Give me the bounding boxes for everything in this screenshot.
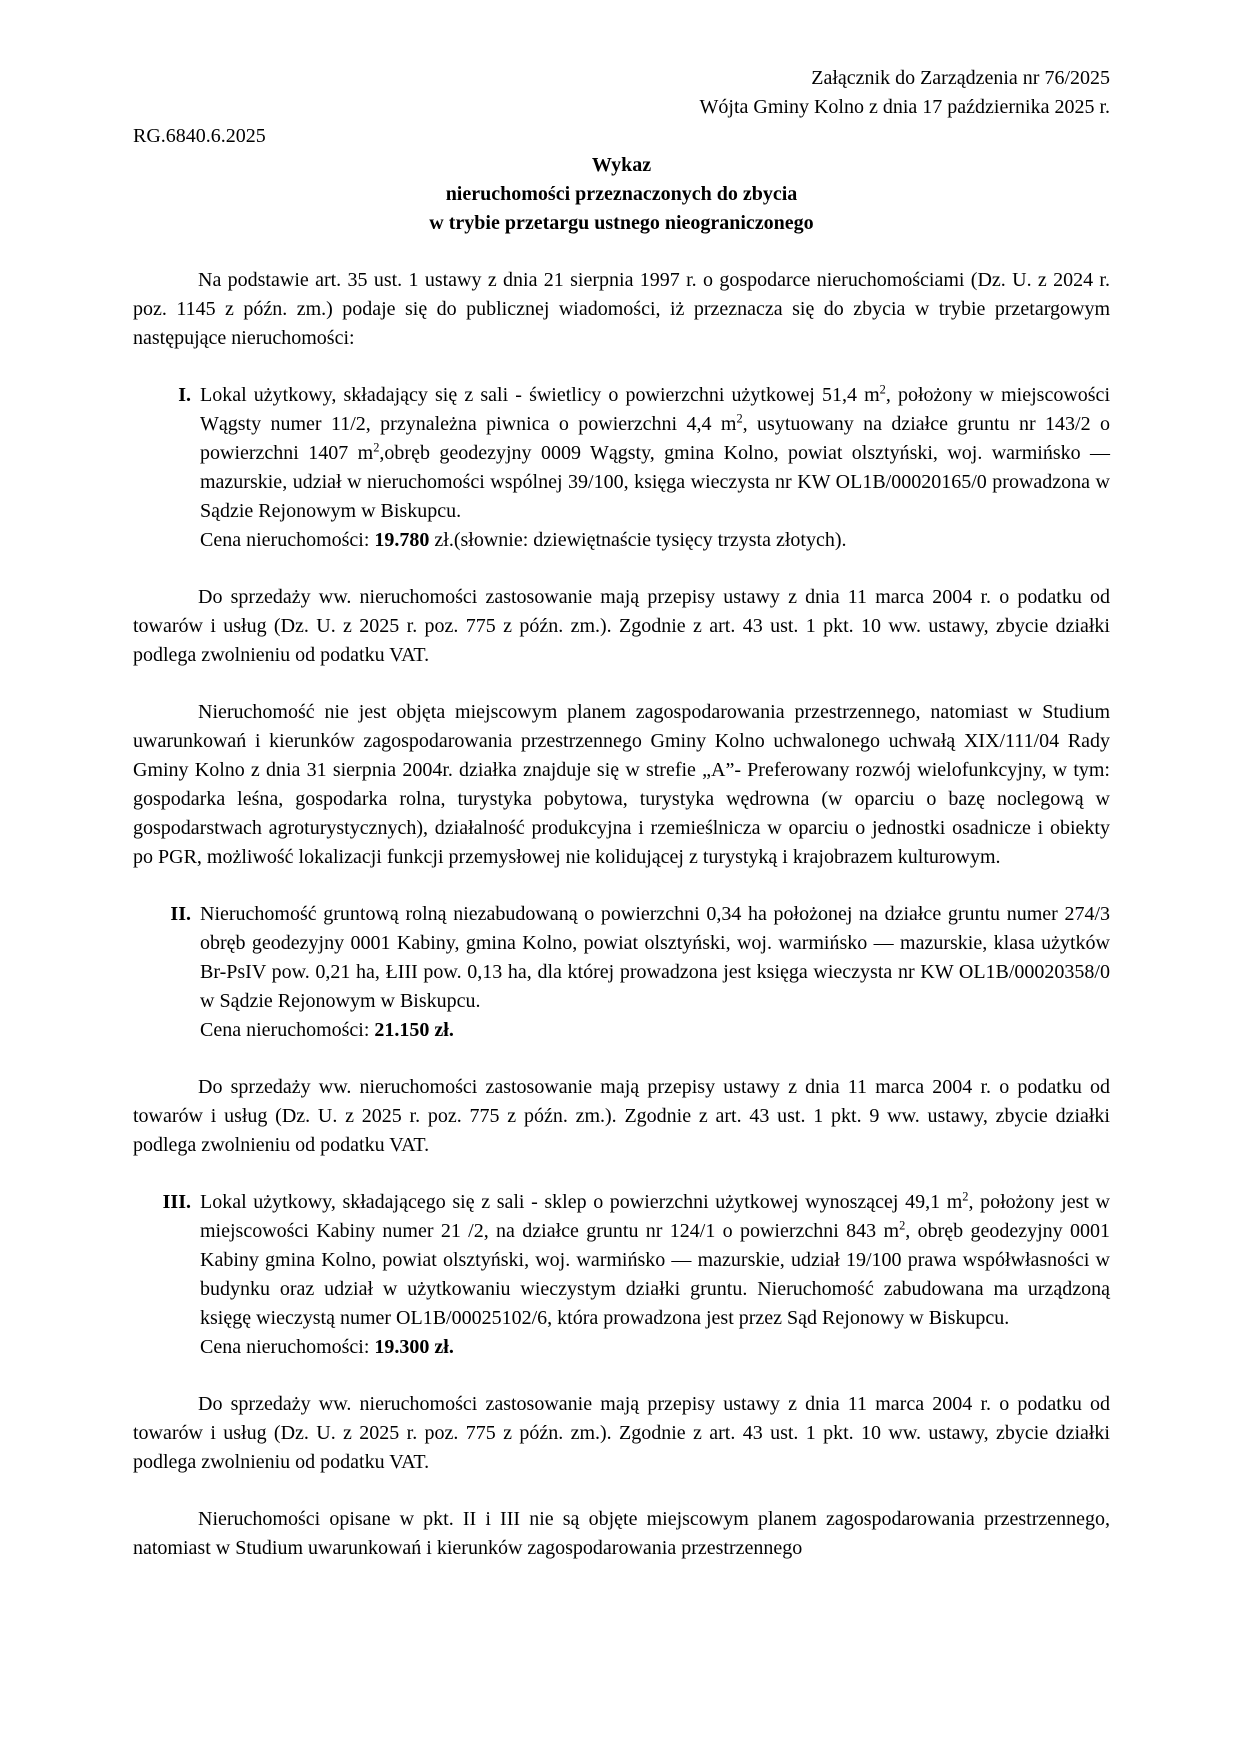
document-title-line-2: nieruchomości przeznaczonych do zbycia: [445, 183, 798, 205]
attachment-note-line-1: Załącznik do Zarządzenia nr 76/2025: [811, 67, 1110, 89]
list-item-2-marker: II.: [170, 903, 191, 925]
vat-paragraph-3: Do sprzedaży ww. nieruchomości zastosowanie mają przepisy ustawy z dnia 11 marca 2004 r. o podatku od towarów i usług (Dz. U. z 2025 r. poz. 775 z późn. zm.). Zgodnie z art. 43 ust. 1 pkt. 10 ww. ustawy, zbycie działki podlega zwolnieniu od podatku VAT.: [133, 1393, 1110, 1473]
vat-paragraph-2: Do sprzedaży ww. nieruchomości zastosowanie mają przepisy ustawy z dnia 11 marca 2004 r. o podatku od towarów i usług (Dz. U. z 2025 r. poz. 775 z późn. zm.). Zgodnie z art. 43 ust. 1 pkt. 9 ww. ustawy, zbycie działki podlega zwolnieniu od podatku VAT.: [133, 1076, 1110, 1156]
reference-number: RG.6840.6.2025: [133, 125, 266, 147]
list-item-3: [133, 1188, 1110, 1362]
list-item-1-body: Lokal użytkowy, składający się z sali - świetlicy o powierzchni użytkowej 51,4 $m^2$, położony w miejscowości Wągsty numer 11/2, przynależna piwnica o powierzchni 4,4 $m^2$, usytuowany na działce gruntu nr 143/2 o powierzchni 1407 $m^2,obręb$ geodezyjny 0009 Wągsty, gmina Kolno, powiat olsztyński, woj. warmińsko — mazurskie, udział w nieruchomości wspólnej 39/100, księga wieczysta nr KW OL1B/00020165/0 prowadzona w Sądzie Rejonowym w Biskupcu. Cena nieruchomości: 19.780 zł.(słownie: dziewiętnaście tysięcy trzysta złotych).: [200, 382, 1111, 551]
document-title-line-3: w trybie przetargu ustnego nieograniczonego: [429, 212, 814, 234]
vat-paragraph-1: Do sprzedaży ww. nieruchomości zastosowanie mają przepisy ustawy z dnia 11 marca 2004 r. o podatku od towarów i usług (Dz. U. z 2025 r. poz. 775 z późn. zm.). Zgodnie z art. 43 ust. 1 pkt. 10 ww. ustawy, zbycie działki podlega zwolnieniu od podatku VAT.: [133, 586, 1110, 666]
list-item-1: [133, 381, 1110, 555]
attachment-note-line-2: Wójta Gminy Kolno z dnia 17 października 2025 r.: [699, 96, 1110, 118]
planning-paragraph: Nieruchomość nie jest objęta miejscowym planem zagospodarowania przestrzennego, natomiast w Studium uwarunkowań i kierunków zagospodarowania przestrzennego Gminy Kolno uchwalonego uchwałą XIX/111/04 Rady Gminy Kolno z dnia 31 sierpnia 2004r. działka znajduje się w strefie „A”- Preferowany rozwój wielofunkcyjny, w tym: gospodarka leśna, gospodarka rolna, turystyka pobytowa, turystyka wędrowna (w oparciu o bazę noclegową w gospodarstwach agroturystycznych), działalność produkcyjna i rzemieślnicza w oparciu o jednostki osadnicze i obiekty po PGR, możliwość lokalizacji funkcji przemysłowej nie kolidującej z turystyką i krajobrazem kulturowym.: [133, 701, 1110, 868]
intro-paragraph: Na podstawie art. 35 ust. 1 ustawy z dnia 21 sierpnia 1997 r. o gospodarce nieruchomościami (Dz. U. z 2024 r. poz. 1145 z późn. zm.) podaje się do publicznej wiadomości, iż przeznacza się do zbycia w trybie przetargowym następujące nieruchomości:: [133, 269, 1110, 349]
attachment-note: [133, 64, 1110, 122]
list-item-3-marker: III.: [162, 1191, 191, 1213]
list-item-3-body: Lokal użytkowy, składającego się z sali - sklep o powierzchni użytkowej wynoszącej 49,1 $m^2$, położony jest w miejscowości Kabiny numer 21 /2, na działce gruntu nr 124/1 o powierzchni 843 $m^2$, obręb geodezyjny 0001 Kabiny gmina Kolno, powiat olsztyński, woj. warmińsko — mazurskie, udział 19/100 prawa współwłasności w budynku oraz udział w użytkowaniu wieczystym działki gruntu. Nieruchomość zabudowana ma urządzoną księgę wieczystą numer OL1B/00025102/6, która prowadzona jest przez Sąd Rejonowy w Biskupcu. Cena nieruchomości: 19.300 zł.: [200, 1189, 1111, 1358]
document-title: [133, 151, 1110, 238]
list-item-1-marker: I.: [178, 384, 191, 406]
list-item-2: [133, 900, 1110, 1045]
closing-paragraph: Nieruchomości opisane w pkt. II i III nie są objęte miejscowym planem zagospodarowania przestrzennego, natomiast w Studium uwarunkowań i kierunków zagospodarowania przestrzennego: [133, 1508, 1110, 1559]
document-title-line-1: Wykaz: [591, 154, 652, 176]
list-item-2-body: Nieruchomość gruntową rolną niezabudowaną o powierzchni 0,34 ha położonej na działce gruntu numer 274/3 obręb geodezyjny 0001 Kabiny, gmina Kolno, powiat olsztyński, woj. warmińsko — mazurskie, klasa użytków Br-PsIV pow. 0,21 ha, ŁIII pow. 0,13 ha, dla której prowadzona jest księga wieczysta nr KW OL1B/00020358/0 w Sądzie Rejonowym w Biskupcu. Cena nieruchomości: 21.150 zł.: [200, 903, 1110, 1041]
